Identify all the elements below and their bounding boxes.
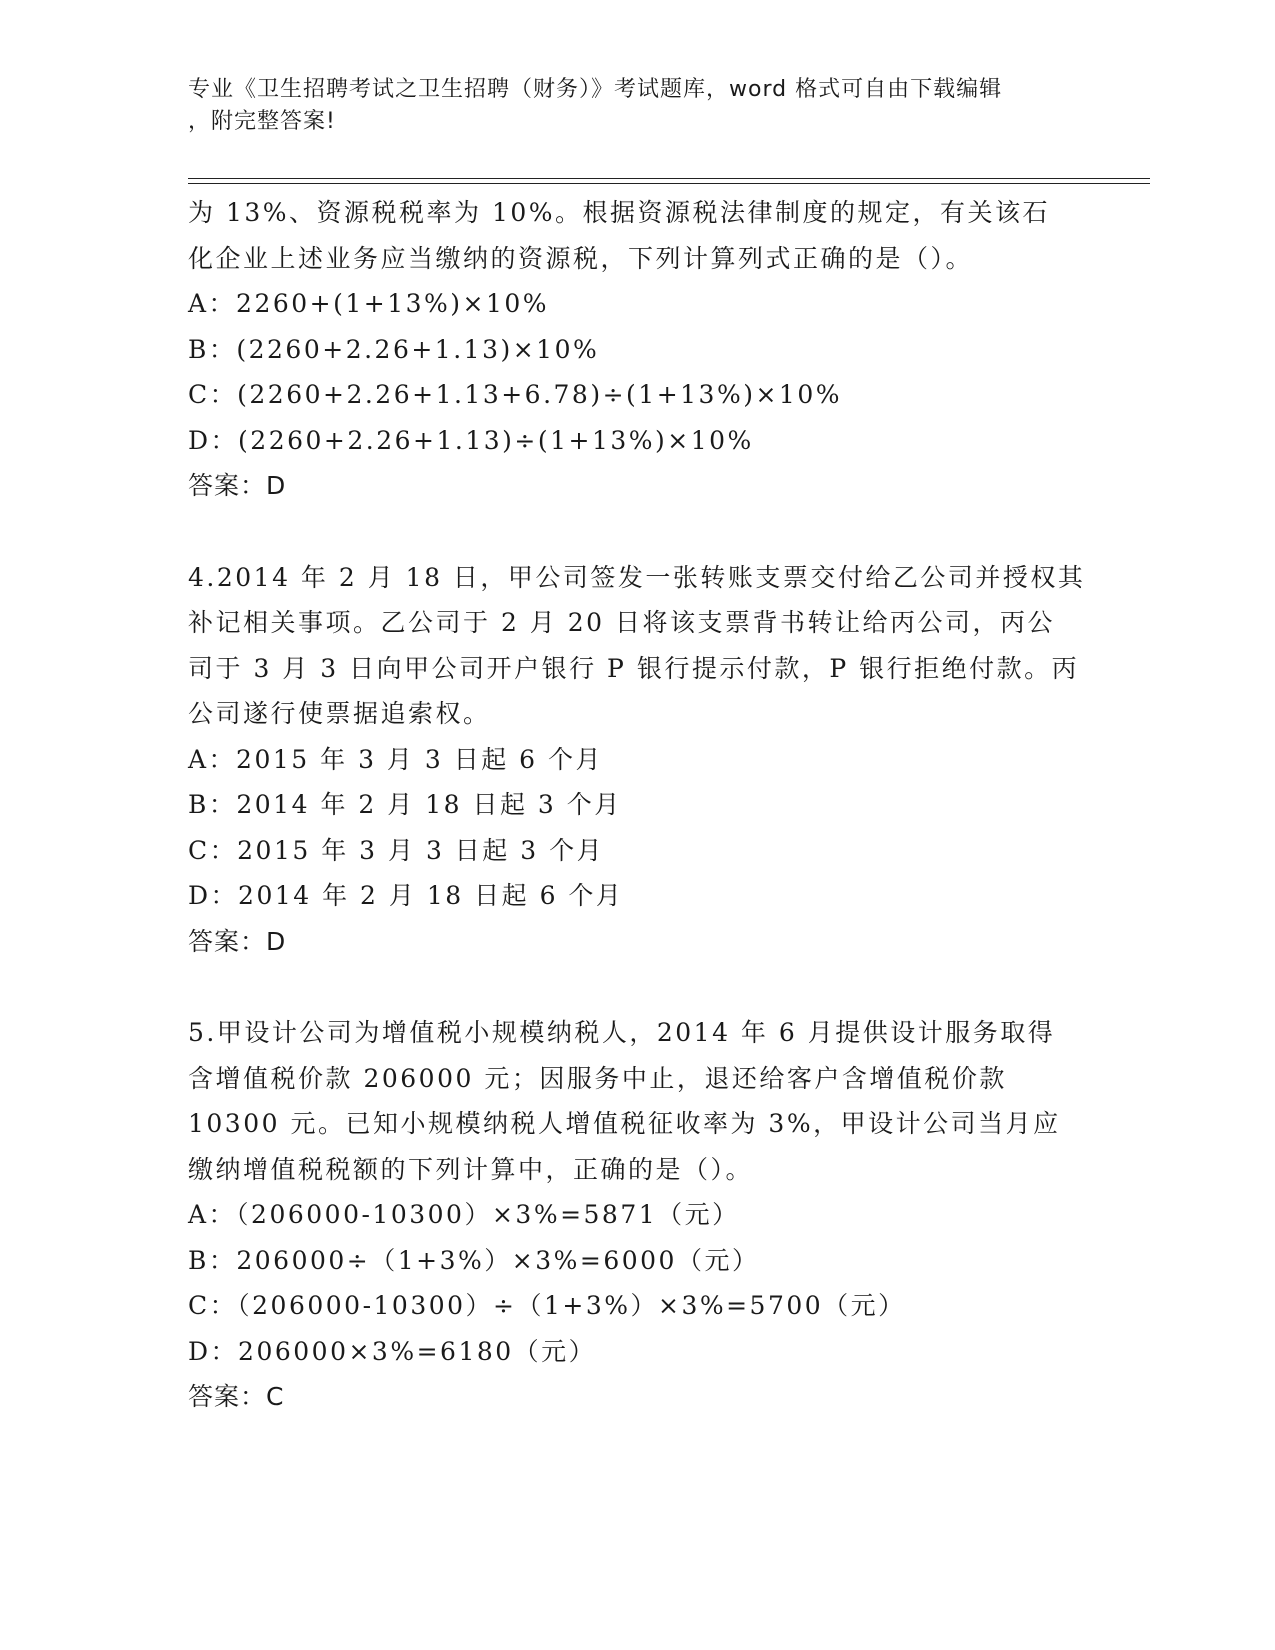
question-4 bbox=[188, 555, 1088, 965]
option-d: D：(2260+2.26+1.13)÷(1+13%)×10% bbox=[188, 425, 754, 455]
question-text-line: 化企业上述业务应当缴纳的资源税，下列计算列式正确的是（）。 bbox=[188, 243, 974, 273]
question-text-line: 为 13%、资源税税率为 10%。根据资源税法律制度的规定，有关该石 bbox=[188, 198, 1051, 227]
page-header bbox=[188, 74, 1088, 138]
header-line-1: 专业《卫生招聘考试之卫生招聘（财务）》考试题库，word 格式可自由下载编辑 bbox=[188, 77, 1003, 102]
header-rule-bottom bbox=[188, 183, 1150, 184]
header-line-2: ，附完整答案! bbox=[188, 109, 336, 134]
question-5 bbox=[188, 1010, 1088, 1420]
option-b: B：(2260+2.26+1.13)×10% bbox=[188, 334, 600, 364]
answer: 答案：D bbox=[188, 926, 287, 956]
question-text-line: 5.甲设计公司为增值税小规模纳税人，2014 年 6 月提供设计服务取得 bbox=[188, 1018, 1056, 1047]
question-text-line: 含增值税价款 206000 元；因服务中止，退还给客户含增值税价款 bbox=[188, 1063, 1007, 1093]
header-rule-top bbox=[188, 178, 1150, 179]
option-b: B：2014 年 2 月 18 日起 3 个月 bbox=[188, 790, 622, 819]
answer: 答案：D bbox=[188, 471, 287, 500]
question-3 bbox=[188, 190, 1088, 509]
option-c: C：2015 年 3 月 3 日起 3 个月 bbox=[188, 835, 605, 865]
question-list bbox=[188, 190, 1088, 1466]
option-a: A：（206000-10300）×3%=5871（元） bbox=[188, 1200, 740, 1229]
question-text-line: 10300 元。已知小规模纳税人增值税征收率为 3%，甲设计公司当月应 bbox=[188, 1109, 1061, 1138]
question-text-line: 公司遂行使票据追索权。 bbox=[188, 699, 491, 728]
question-text-line: 4.2014 年 2 月 18 日，甲公司签发一张转账支票交付给乙公司并授权其 bbox=[188, 562, 1086, 592]
option-c: C：（206000-10300）÷（1+3%）×3%=5700（元） bbox=[188, 1291, 906, 1320]
question-text-line: 补记相关事项。乙公司于 2 月 20 日将该支票背书转让给丙公司，丙公 bbox=[188, 608, 1056, 637]
question-text-line: 缴纳增值税税额的下列计算中，正确的是（）。 bbox=[188, 1154, 754, 1184]
option-a: A：2015 年 3 月 3 日起 6 个月 bbox=[188, 744, 604, 774]
option-d: D：2014 年 2 月 18 日起 6 个月 bbox=[188, 881, 624, 910]
answer: 答案：C bbox=[188, 1382, 285, 1411]
option-c: C：(2260+2.26+1.13+6.78)÷(1+13%)×10% bbox=[188, 380, 842, 409]
question-text-line: 司于 3 月 3 日向甲公司开户银行 P 银行提示付款，P 银行拒绝付款。丙 bbox=[188, 653, 1080, 683]
option-a: A：2260+(1+13%)×10% bbox=[188, 289, 550, 318]
option-b: B：206000÷（1+3%）×3%=6000（元） bbox=[188, 1245, 760, 1275]
option-d: D：206000×3%=6180（元） bbox=[188, 1336, 597, 1366]
